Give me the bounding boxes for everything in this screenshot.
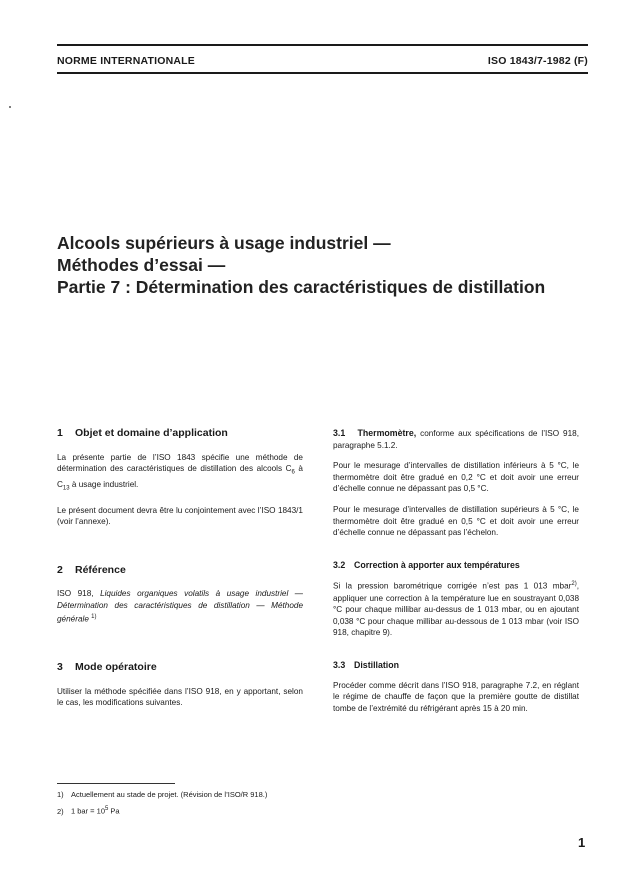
left-column xyxy=(57,428,303,718)
header-bottom-rule xyxy=(57,72,588,74)
section-1-paragraph-2: Le présent document devra être lu conjointement avec l’ISO 1843/1 (voir l’annexe). xyxy=(57,505,303,527)
title-line-1: Alcools supérieurs à usage industriel — xyxy=(57,233,391,253)
scan-speck xyxy=(9,106,11,108)
footnote-1: 1) Actuellement au stade de projet. (Révision de l’ISO/R 918.) xyxy=(57,790,268,799)
section-1-heading: 1 Objet et domaine d’application xyxy=(57,427,228,439)
title-line-2: Méthodes d’essai — xyxy=(57,255,226,275)
section-1-paragraph-1: La présente partie de l’ISO 1843 spécifie une méthode de détermination des caractéristiques de distillation des alcools $C_6$ à $C_{13}$ à usage industriel. xyxy=(57,452,303,493)
right-column xyxy=(333,428,579,723)
section-3-3-paragraph: Procéder comme décrit dans l’ISO 918, paragraphe 7.2, en réglant le régime de chauffe de façon que la première goutte de distillat tombe de l’extrémité du réfrigérant après 15 à 20 min. xyxy=(333,680,579,713)
section-3-3-heading: 3.3 Distillation xyxy=(333,660,399,671)
section-3-1-paragraph-1: 3.1 Thermomètre, conforme aux spécifications de l’ISO 918, paragraphe 5.1.2. xyxy=(333,428,579,450)
section-3-2-paragraph: Si la pression barométrique corrigée n’est pas 1 013 mbar$^{2)}$, appliquer une correction à la température lue en soustrayant 0,038 °C pour chaque millibar au-dessus de 1 013 mbar, ou en ajoutant 0,038 °C pour chaque millibar au-dessous de 1 013 mbar (voir ISO 918, chapitre 9). xyxy=(333,581,579,638)
header-right-label: ISO 1843/7-1982 (F) xyxy=(487,55,588,67)
section-2-heading: 2 Référence xyxy=(57,563,126,576)
section-3-heading: 3 Mode opératoire xyxy=(57,660,157,673)
page-number: 1 xyxy=(578,835,586,850)
header-left-label: NORME INTERNATIONALE xyxy=(57,55,195,67)
section-3-2-heading: 3.2 Correction à apporter aux températures xyxy=(333,559,520,570)
section-3-1-paragraph-3: Pour le mesurage d’intervalles de distillation supérieurs à 5 °C, le thermomètre doit être gradué en 0,5 °C et doit avoir une erreur d’échelle connue ne dépassant pas l’échelon. xyxy=(333,504,579,538)
section-2-paragraph: ISO 918, Liquides organiques volatils à usage industriel — Détermination des caractéristiques de distillation — Méthode générale $^{1)}$ xyxy=(57,589,303,624)
footnote-rule xyxy=(57,783,175,784)
document-title xyxy=(57,232,597,298)
footnote-2: 2) 1 bar = $10^5$ Pa xyxy=(57,806,120,816)
header-top-rule xyxy=(57,44,588,46)
section-3-1-paragraph-2: Pour le mesurage d’intervalles de distillation inférieurs à 5 °C, le thermomètre doit être gradué en 0,2 °C et doit avoir une erreur d’échelle connue ne dépassant pas 0,5 °C. xyxy=(333,461,579,494)
title-line-3: Partie 7 : Détermination des caractéristiques de distillation xyxy=(57,277,546,297)
section-3-paragraph: Utiliser la méthode spécifiée dans l’ISO 918, en y apportant, selon le cas, les modifications suivantes. xyxy=(57,686,303,708)
